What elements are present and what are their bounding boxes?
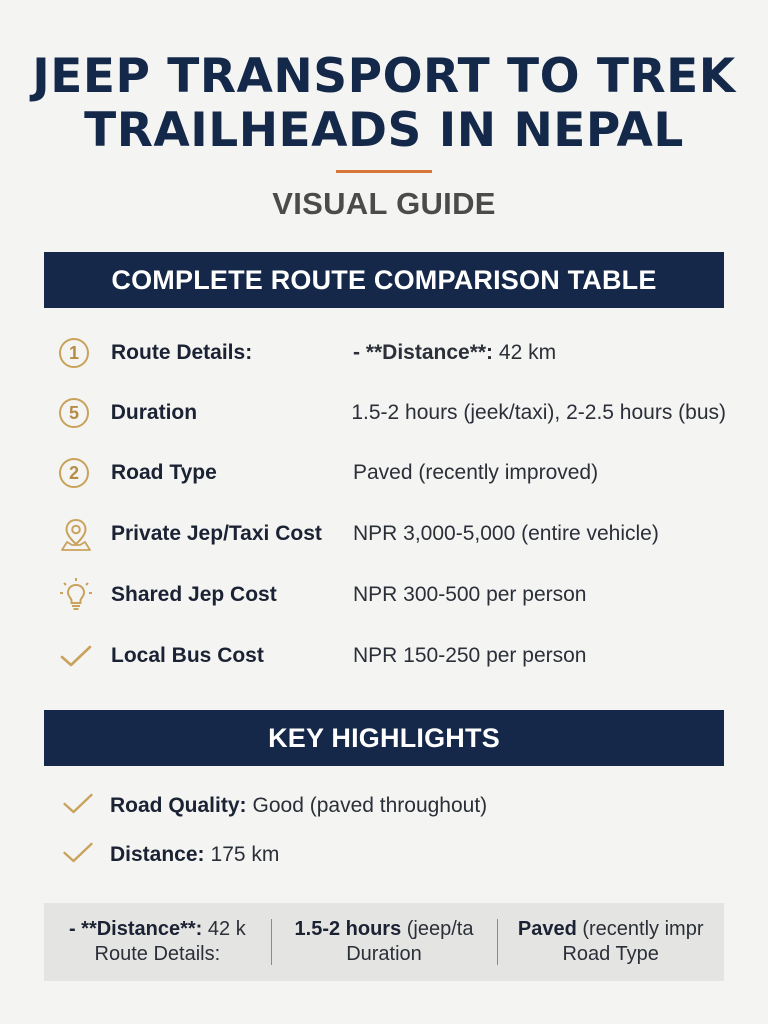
comparison-row — [56, 575, 726, 615]
checkmark-icon — [56, 636, 98, 676]
row-label: Private Jep/Taxi Cost — [111, 522, 322, 545]
row-label: Shared Jep Cost — [111, 583, 277, 606]
key-highlights-heading: KEY HIGHLIGHTS — [44, 710, 724, 766]
number-1-circle-icon: 1 — [56, 333, 98, 373]
footer-label: Road Type — [562, 943, 659, 965]
row-value: NPR 3,000-5,000 (entire vehicle) — [353, 522, 659, 545]
row-value: - **Distance**: 42 km — [353, 341, 557, 364]
page-title-line-2: TRAILHEADS IN NEPAL — [84, 103, 684, 158]
row-label: Route Details: — [111, 341, 253, 364]
summary-footer-bar — [44, 903, 724, 981]
comparison-row — [56, 514, 726, 554]
checkmark-icon — [60, 785, 110, 827]
footer-label: Route Details: — [94, 943, 221, 965]
comparison-table-heading: COMPLETE ROUTE COMPARISON TABLE — [44, 252, 724, 308]
lightbulb-icon — [56, 575, 98, 615]
comparison-row — [56, 333, 726, 373]
map-pin-icon — [56, 514, 98, 554]
comparison-row — [56, 393, 726, 433]
footer-value: Paved (recently impr — [517, 918, 704, 940]
page-title — [0, 50, 768, 158]
highlight-label: Distance: — [110, 843, 205, 866]
row-label: Road Type — [111, 461, 217, 484]
number-2-circle-icon: 2 — [56, 453, 98, 493]
row-value: 1.5-2 hours (jeek/taxi), 2-2.5 hours (bus) — [351, 401, 726, 424]
highlight-value: 175 km — [210, 843, 280, 866]
footer-value: - **Distance**: 42 k — [68, 918, 246, 940]
highlight-value: Good (paved throughout) — [252, 794, 488, 817]
highlight-label: Road Quality: — [110, 794, 247, 817]
comparison-row — [56, 453, 726, 493]
row-value: Paved (recently improved) — [353, 461, 599, 484]
title-underline-divider — [336, 170, 432, 173]
comparison-row — [56, 636, 726, 676]
row-value: NPR 300-500 per person — [353, 583, 587, 606]
number-5-circle-icon: 5 — [56, 393, 98, 433]
footer-value: 1.5-2 hours (jeep/ta — [294, 918, 474, 940]
highlight-item — [60, 837, 279, 873]
page-title-line-1: JEEP TRANSPORT TO TREK — [32, 49, 736, 104]
footer-column-route-details — [44, 903, 271, 981]
highlight-item — [60, 788, 487, 824]
page-subtitle: VISUAL GUIDE — [272, 186, 496, 221]
row-label: Duration — [110, 401, 198, 424]
checkmark-icon — [60, 834, 110, 876]
row-value: NPR 150-250 per person — [353, 644, 587, 667]
row-label: Local Bus Cost — [111, 644, 264, 667]
footer-column-duration — [271, 903, 498, 981]
footer-label: Duration — [346, 943, 422, 965]
footer-column-road-type — [497, 903, 724, 981]
